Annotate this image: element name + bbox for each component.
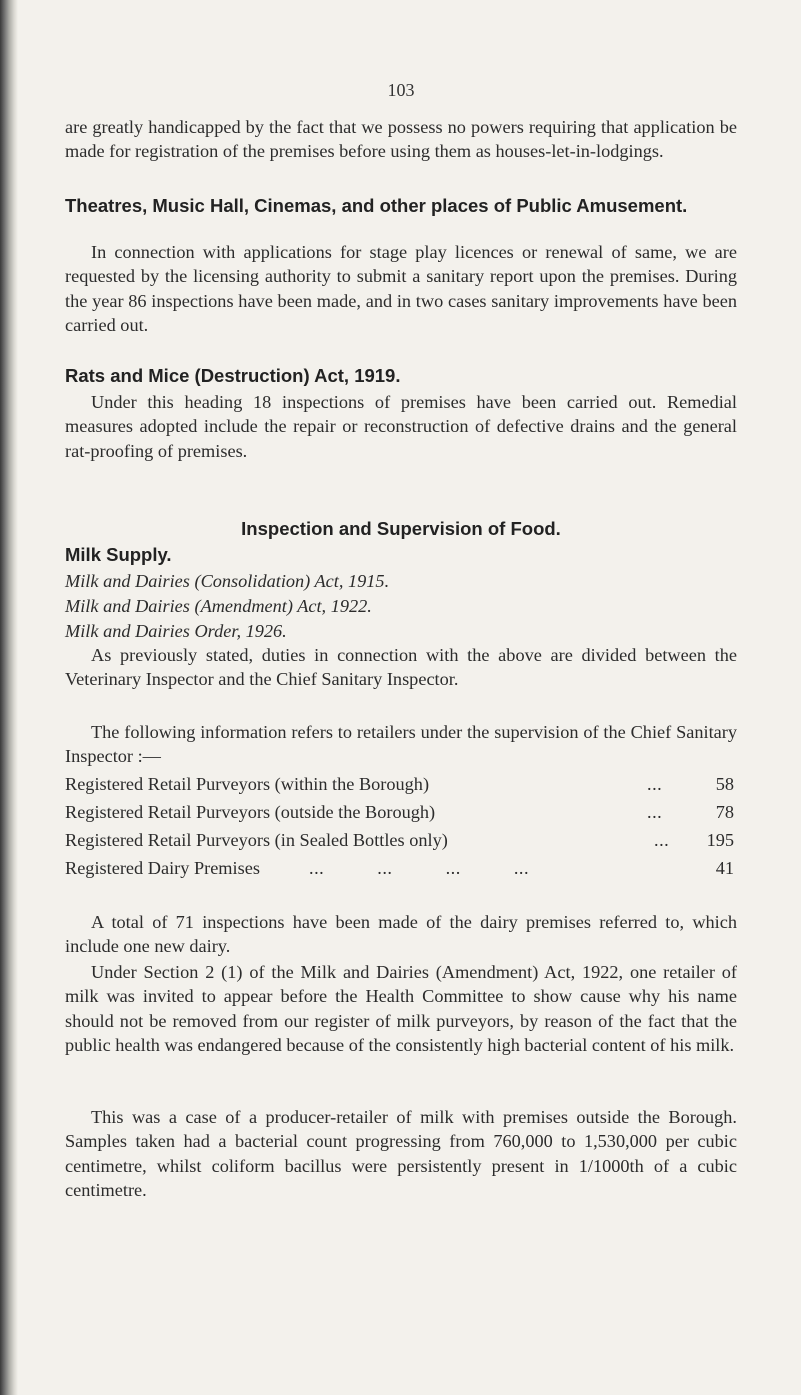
following-paragraph: The following information refers to retailers under the supervision of the Chief Sanitary Inspector :—: [65, 722, 737, 767]
case-paragraph: This was a case of a producer-retailer of milk with premises outside the Borough. Samples taken had a bacterial count progressing from 760,000 to 1,530,000 per cubic centimetre, whilst coliform bacillus were persistently present in 1/1000th of a cubic centimetre.: [65, 1107, 737, 1200]
rats-paragraph: Under this heading 18 inspections of premises have been carried out. Remedial measures adopted include the repair or reconstruction of defective drains and the general rat-proofing of premises.: [65, 392, 737, 461]
register-label: Registered Retail Purveyors (outside the Borough): [65, 802, 436, 822]
act-line-1922: Milk and Dairies (Amendment) Act, 1922.: [65, 596, 372, 616]
register-value: 41: [715, 858, 734, 878]
dot-leader: ... ... ... ...: [309, 858, 530, 878]
dot-leader: ...: [647, 802, 663, 822]
milk-supply-heading: Milk Supply.: [65, 544, 172, 565]
dot-leader: ...: [654, 830, 670, 850]
rats-heading: Rats and Mice (Destruction) Act, 1919.: [65, 365, 401, 386]
section-paragraph: Under Section 2 (1) of the Milk and Dairies (Amendment) Act, 1922, one retailer of milk was invited to appear before the Health Committee to show cause why his name should not be removed from our register of milk purveyors, by reason of the fact that the public health was endangered because of the consistently high bacterial content of his milk.: [65, 962, 737, 1055]
theatres-paragraph: In connection with applications for stage play licences or renewal of same, we are requested by the licensing authority to submit a sanitary report upon the premises. During the year 86 inspections have been made, and in two cases sanitary improvements have been carried out.: [65, 242, 737, 335]
register-value: 78: [715, 802, 734, 822]
dot-leader: ...: [647, 774, 663, 794]
register-value: 58: [715, 774, 734, 794]
total-paragraph: A total of 71 inspections have been made of the dairy premises referred to, which include one new dairy.: [65, 912, 737, 957]
register-row-sealed-bottles: [65, 828, 737, 852]
register-value: 195: [706, 830, 734, 850]
register-label: Registered Dairy Premises: [65, 858, 260, 878]
order-line-1926: Milk and Dairies Order, 1926.: [65, 621, 287, 641]
register-label: Registered Retail Purveyors (in Sealed Bottles only): [65, 830, 448, 850]
food-heading: Inspection and Supervision of Food.: [241, 518, 561, 539]
register-label: Registered Retail Purveyors (within the Borough): [65, 774, 430, 794]
act-line-1915: Milk and Dairies (Consolidation) Act, 1915.: [65, 571, 390, 591]
binding-edge-shadow: [0, 0, 18, 1395]
theatres-heading: Theatres, Music Hall, Cinemas, and other places of Public Amusement.: [65, 195, 688, 216]
duties-paragraph: As previously stated, duties in connection with the above are divided between the Veterinary Inspector and the Chief Sanitary Inspector.: [65, 645, 737, 690]
register-row-dairy-premises: [65, 856, 737, 880]
register-row-outside: [65, 800, 737, 824]
page-number: 103: [387, 80, 415, 100]
register-row-within: [65, 772, 737, 796]
intro-paragraph: are greatly handicapped by the fact that we possess no powers requiring that application be made for registration of the premises before using them as houses-let-in-lodgings.: [65, 117, 737, 162]
